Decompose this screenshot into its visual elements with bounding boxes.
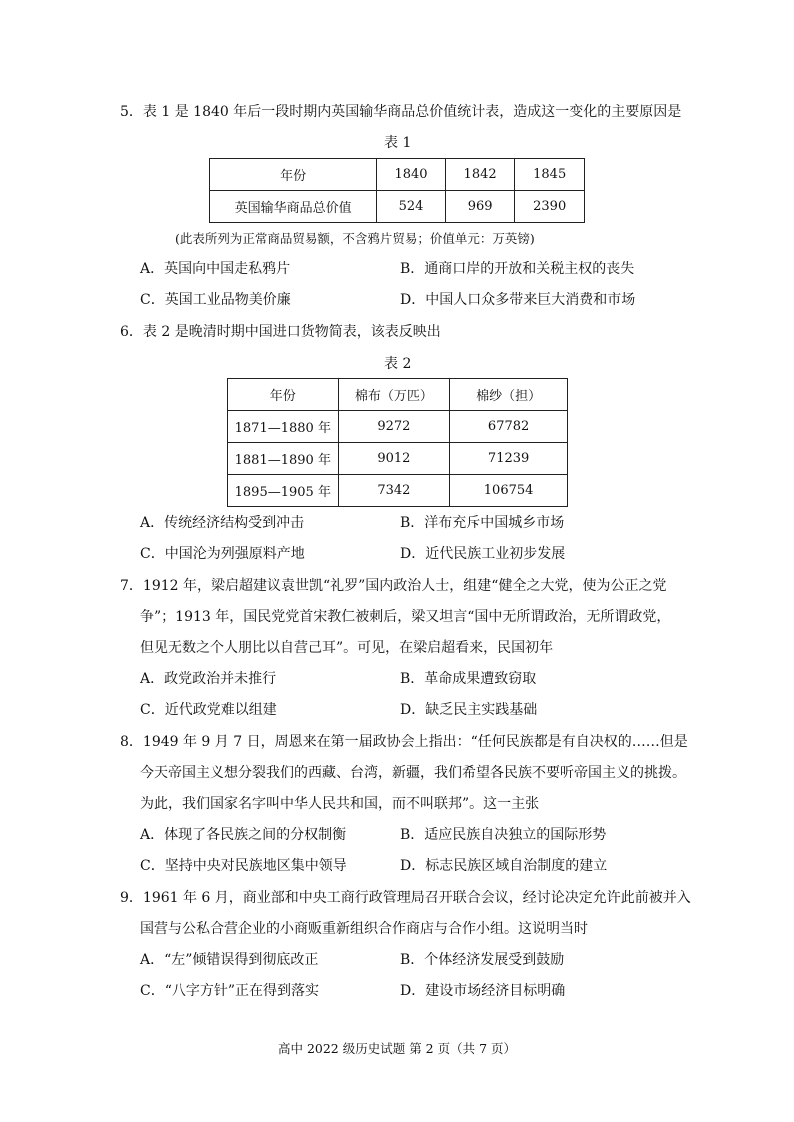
table-2-header-cell: 棉布（万匹） [338,379,450,411]
q7-option-c[interactable]: C．近代政党难以组建 [140,702,277,718]
table-1-cell: 969 [445,191,515,223]
table-2-cell: 1871—1880 年 [228,411,339,443]
table-1-caption: 表 1 [384,135,412,151]
table-1-row-value [210,191,585,223]
q7-option-b[interactable]: B．革命成果遭致窃取 [400,671,537,687]
q7-option-d[interactable]: D．缺乏民主实践基础 [400,702,538,718]
table-1 [209,158,585,223]
q5-option-a[interactable]: A．英国向中国走私鸦片 [140,261,291,277]
q5-option-d[interactable]: D．中国人口众多带来巨大消费和市场 [400,292,636,308]
table-1-cell: 英国输华商品总价值 [210,191,377,223]
table-1-cell: 1845 [515,159,585,191]
question-8-line-3: 为此，我们国家名字叫中华人民共和国，而不叫联邦”。这一主张 [140,796,540,812]
table-2-caption: 表 2 [384,356,412,372]
table-2-cell: 7342 [338,475,450,507]
q8-option-c[interactable]: C．坚持中央对民族地区集中领导 [140,858,347,874]
question-7-line-1: 7．1912 年，梁启超建议袁世凯“礼罗”国内政治人士，组建“健全之大党，使为公正之党 [120,578,667,594]
question-8-line-2: 今天帝国主义想分裂我们的西藏、台湾，新疆，我们希望各民族不要听帝国主义的挑拨。 [140,765,686,781]
table-2-header-row [228,379,568,411]
table-2-cell: 9012 [338,443,450,475]
q9-option-b[interactable]: B．个体经济发展受到鼓励 [400,952,565,968]
table-2-cell: 106754 [450,475,568,507]
question-5-stem: 5．表 1 是 1840 年后一段时期内英国输华商品总价值统计表，造成这一变化的主要原因是 [120,104,682,120]
table-2-header-cell: 棉纱（担） [450,379,568,411]
table-1-cell: 2390 [515,191,585,223]
q9-option-a[interactable]: A．“左”倾错误得到彻底改正 [140,952,319,968]
q8-option-d[interactable]: D．标志民族区域自治制度的建立 [400,858,608,874]
q9-option-d[interactable]: D．建设市场经济目标明确 [400,983,566,999]
q6-option-d[interactable]: D．近代民族工业初步发展 [400,546,566,562]
table-2-row [228,411,568,443]
page-footer: 高中 2022 级历史试题 第 2 页（共 7 页） [277,1041,517,1056]
q7-option-a[interactable]: A．政党政治并未推行 [140,671,277,687]
q5-option-b[interactable]: B．通商口岸的开放和关税主权的丧失 [400,261,635,277]
question-6-stem: 6．表 2 是晚清时期中国进口货物简表，该表反映出 [120,324,441,340]
table-1-cell: 524 [377,191,446,223]
table-2-row [228,475,568,507]
table-2-header-cell: 年份 [228,379,339,411]
table-1-cell: 1842 [445,159,515,191]
q5-option-c[interactable]: C．英国工业品物美价廉 [140,292,291,308]
q6-option-c[interactable]: C．中国沦为列强原料产地 [140,546,305,562]
q8-option-a[interactable]: A．体现了各民族之间的分权制衡 [140,827,347,843]
table-1-cell: 1840 [377,159,446,191]
table-2-row [228,443,568,475]
table-2 [227,378,568,507]
q8-option-b[interactable]: B．适应民族自决独立的国际形势 [400,827,607,843]
table-1-note: (此表所列为正常商品贸易额，不含鸦片贸易；价值单元：万英镑) [175,231,535,246]
table-1-row-year [210,159,585,191]
q6-option-b[interactable]: B．洋布充斥中国城乡市场 [400,515,565,531]
table-1-cell: 年份 [210,159,377,191]
question-9-line-1: 9．1961 年 6 月，商业部和中央工商行政管理局召开联合会议，经讨论决定允许此前被并入 [120,890,691,906]
question-9-line-2: 国营与公私合营企业的小商贩重新组织合作商店与合作小组。这说明当时 [140,921,588,937]
q6-option-a[interactable]: A．传统经济结构受到冲击 [140,515,305,531]
question-7-line-2: 争”；1913 年，国民党党首宋教仁被刺后，梁又坦言“国中无所谓政治，无所谓政党， [140,609,671,625]
table-2-cell: 9272 [338,411,450,443]
table-2-cell: 67782 [450,411,568,443]
table-2-cell: 1895—1905 年 [228,475,339,507]
question-7-line-3: 但见无数之个人朋比以自营己耳”。可见，在梁启超看来，民国初年 [140,640,554,656]
question-8-line-1: 8．1949 年 9 月 7 日，周恩来在第一届政协会上指出：“任何民族都是有自决权的……但是 [120,734,688,750]
q9-option-c[interactable]: C．“八字方针”正在得到落实 [140,983,320,999]
table-2-cell: 1881—1890 年 [228,443,339,475]
table-2-cell: 71239 [450,443,568,475]
